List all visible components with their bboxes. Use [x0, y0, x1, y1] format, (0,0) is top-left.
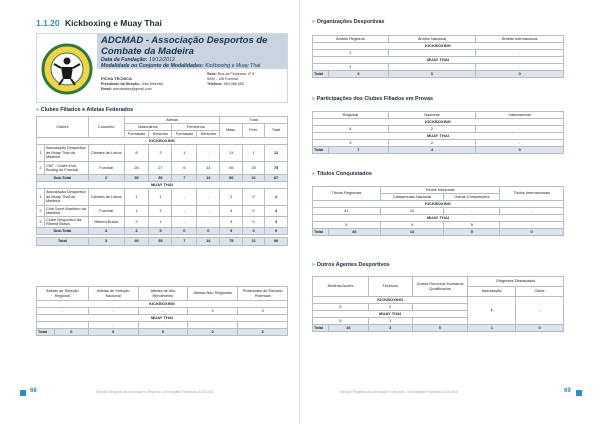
page-tab-marker [20, 390, 26, 396]
cell: 27 [149, 162, 172, 175]
agents-title [312, 262, 390, 268]
concelho-cell: Câmara de Lobos [88, 189, 124, 206]
col-header-masculinos: Masculinos [124, 124, 172, 131]
right-page [300, 0, 600, 424]
cell: - [476, 50, 564, 57]
cell: 2 [388, 140, 476, 147]
titles-title [312, 171, 372, 177]
cell: 1 [124, 189, 149, 206]
table-row [313, 208, 564, 215]
cell: 66 [220, 175, 243, 182]
cell: 12 [265, 145, 288, 162]
cell: 1 [243, 145, 265, 162]
clubs-table-title [36, 107, 133, 113]
phone-label: Telefone: [207, 82, 223, 86]
cell: 20 [243, 162, 265, 175]
cell: 0 [243, 189, 265, 206]
cell: 7 [328, 147, 388, 154]
concelho-cell: Funchal [88, 162, 124, 175]
bullet-icon: » [312, 19, 315, 25]
total-label: Total [313, 229, 329, 236]
cell: 1 [149, 189, 172, 206]
email-label: Email: [101, 87, 112, 91]
cell: 0 [500, 229, 564, 236]
cell: 3 [313, 140, 389, 147]
president-line [101, 82, 163, 86]
table-row [37, 145, 288, 162]
row-number: 2 [37, 162, 45, 175]
part-title-text: Participações dos Clubes Filiados em Provas [316, 96, 434, 102]
col-header-masc: Masc. [220, 124, 243, 138]
cell: 5 [444, 229, 500, 236]
cell: - [476, 126, 564, 133]
cell: - [197, 145, 220, 162]
category-row: KICKBOXING [37, 138, 288, 145]
subtotal-row [37, 175, 288, 182]
category-row: MUAY THAI [313, 133, 564, 140]
cell: - [197, 217, 220, 228]
cell: - [197, 189, 220, 206]
table-row [37, 308, 288, 315]
phone-value: 964 086 655 [223, 82, 244, 86]
cell: 3 [149, 206, 172, 217]
cell: 1 [368, 318, 412, 325]
cell: - [476, 140, 564, 147]
col-header-alto-rendimento: Atletas de Alto Rendimento [138, 287, 188, 301]
sede-label: Sede: [207, 72, 217, 76]
bullet-icon: » [312, 262, 315, 268]
section-title-text: Kickboxing e Muay Thai [65, 18, 162, 28]
col-header-nacional: Nacional [388, 112, 476, 119]
cell: 4 [313, 126, 389, 133]
col-header-regional: Regional [313, 112, 389, 119]
subtotal-label: Sub-Total [37, 228, 89, 235]
cell: - [172, 206, 197, 217]
cell: - [388, 64, 476, 71]
total-row [313, 325, 564, 332]
cell: 2 [188, 329, 238, 336]
org-title-text: Organizações Desportivas [316, 19, 385, 25]
col-header-clube: Clube [516, 287, 564, 297]
clubs-table-title-text: Clubes Filiados e Atletas Federados [40, 107, 134, 113]
col-header-dirigentes: Dirigentes Destacados [468, 277, 564, 287]
col-header-nacional: Âmbito Nacional [388, 36, 476, 43]
president-label: Presidente da Direção: [101, 82, 140, 86]
sede-value: Rua da Penteada, nº 6 [217, 72, 255, 76]
col-header-nao-regionais: Atletas Não Regionais [188, 287, 238, 301]
category-row: KICKBOXING [313, 43, 564, 50]
row-number: 1 [37, 189, 45, 206]
total-row [37, 329, 288, 336]
category-row: MUAY THAI [37, 315, 288, 322]
category-row: KICKBOXING [313, 119, 564, 126]
cell: - [500, 222, 564, 229]
cell: 0 [243, 206, 265, 217]
cell: 14 [197, 238, 220, 246]
cell: 75 [220, 238, 243, 246]
section-title [36, 18, 162, 28]
club-name: Associação Desportiva de Muay Thai da Madeira [44, 189, 88, 206]
category-row: KICKBOXING [313, 201, 564, 208]
cell: 3 [149, 145, 172, 162]
bullet-icon: » [36, 107, 39, 113]
cell: 30 [149, 175, 172, 182]
cell: - [500, 208, 564, 215]
bullet-icon: » [312, 171, 315, 177]
subtotal-row [37, 228, 288, 235]
cell: 41 [313, 208, 381, 215]
cell: 3 [220, 217, 243, 228]
club-name: Associação Desportiva de Muay Thai da Madeira [44, 145, 88, 162]
cell: 11 [220, 145, 243, 162]
col-header-tecnicos: Técnicos [368, 277, 412, 297]
modalities-value: Kickboxing e Muay Thai [205, 63, 261, 69]
subtotal-label: Sub-Total [37, 175, 89, 182]
cell: - [172, 189, 197, 206]
total-label: Total [313, 71, 329, 78]
cell: 4 [388, 147, 476, 154]
cell: 0 [172, 228, 197, 235]
col-header-concelho: Concelho [88, 117, 124, 138]
concelho-cell: Ribeira Brava [88, 217, 124, 228]
club-name: CKF - Clube Kick-Boxing do Funchal [44, 162, 88, 175]
cell: 55 [220, 162, 243, 175]
cell: 1 [468, 325, 516, 332]
cell: 2 [388, 126, 476, 133]
cell: 46 [328, 229, 380, 236]
cell: 2 [265, 189, 288, 206]
col-header-internacional: Internacional [476, 112, 564, 119]
cell: - [138, 322, 188, 329]
total-label: Total [37, 329, 55, 336]
cell: 0 [476, 71, 564, 78]
col-header-tot: Total [265, 124, 288, 138]
cell: 0 [243, 217, 265, 228]
cell: 16 [328, 325, 368, 332]
founded-label: Data da Fundação: [101, 57, 148, 63]
cell: 75 [265, 162, 288, 175]
cell: 10 [380, 208, 444, 215]
cell: 0 [388, 71, 476, 78]
modalities-label: Modalidade ou Conjunto de Modalidades: [101, 63, 204, 69]
col-header-selecao-nacional: Atletas de Seleção Nacional [88, 287, 138, 301]
cell: - [37, 322, 89, 329]
category-row: KICKBOXING [37, 301, 288, 308]
col-header-internacionais: Títulos Internacionais [500, 187, 564, 201]
cell: 0 [88, 329, 138, 336]
footer-text: Direção Regional da Juventude e Desporto | Demografia Federada 2015/2016 [96, 390, 214, 394]
col-header-arbitros: Árbitros/Juízes [313, 277, 369, 297]
founded-value: 19/12/2012 [148, 57, 175, 63]
federation-logo-icon [41, 39, 93, 99]
col-header-campeonato: Campeonato Nacional [380, 194, 444, 201]
total-label: Total [37, 238, 89, 246]
total-label: Total [313, 325, 329, 332]
col-header-regionais: Títulos Regionais [313, 187, 381, 201]
col-header-seniores-f: Seniores [197, 131, 220, 138]
modalities-line [101, 63, 281, 69]
cell: - [412, 304, 468, 311]
cell: 3 [88, 238, 124, 246]
col-header-fem: Fem. [243, 124, 265, 138]
cell: 0 [197, 228, 220, 235]
sede-line [207, 72, 254, 76]
cell: - [188, 322, 238, 329]
cell: 2 [124, 217, 149, 228]
cell: 3 [368, 325, 412, 332]
total-row [313, 229, 564, 236]
cell: 3 [238, 329, 288, 336]
cell: 21 [243, 175, 265, 182]
cell: - [138, 308, 188, 315]
club-name: Club Sport Marítimo da Madeira [44, 206, 88, 217]
cell: 40 [124, 238, 149, 246]
table-row [313, 64, 564, 71]
cell: 2 [313, 50, 389, 57]
ficha-tecnica: FICHA TÉCNICA [101, 76, 132, 81]
table-row [313, 50, 564, 57]
cell: 4 [380, 222, 444, 229]
category-row: KICKBOXING [313, 297, 468, 304]
participations-table [312, 111, 564, 154]
cell: 14 [197, 162, 220, 175]
cell: 2 [188, 308, 238, 315]
cell: - [444, 208, 500, 215]
total-row [313, 71, 564, 78]
org-table [312, 35, 564, 78]
table-row [37, 322, 288, 329]
email-line [101, 87, 152, 91]
row-number: 3 [37, 217, 45, 228]
table-row [313, 140, 564, 147]
titles-title-text: Títulos Conquistados [316, 171, 372, 177]
cell: 1 [172, 145, 197, 162]
cell: 0 [516, 325, 564, 332]
cell: 1 [313, 64, 389, 71]
club-name: Clube Desportivo da Ribeira Brava [44, 217, 88, 228]
total-row [313, 147, 564, 154]
table-row [37, 217, 288, 228]
cell: 0 [138, 329, 188, 336]
col-header-nacionais: Títulos Nacionais [380, 187, 500, 194]
cell: 2 [368, 304, 412, 311]
cell: 14 [197, 175, 220, 182]
cell: 1 [124, 206, 149, 217]
president-value: João Meireles [140, 82, 164, 86]
cell: 6 [172, 162, 197, 175]
cell: 5 [444, 222, 500, 229]
cell: 3 [328, 71, 388, 78]
row-number: 2 [37, 206, 45, 217]
table-row [313, 126, 564, 133]
titles-table [312, 186, 564, 236]
footer-text: Direção Regional da Juventude e Desporto | Demografia Federada 2015/2016 [340, 390, 458, 394]
col-header-regional: Âmbito Regional [313, 36, 389, 43]
col-header-total: Total [220, 117, 288, 124]
cell: 3 [238, 308, 288, 315]
cell: - [37, 308, 89, 315]
cell: 5 [149, 228, 172, 235]
cell: 1 [149, 217, 172, 228]
cell: - [197, 206, 220, 217]
cell: - [388, 50, 476, 57]
cell: 8 [124, 145, 149, 162]
cell: - [172, 217, 197, 228]
cell: 0 [54, 329, 88, 336]
col-header-atletas: Atletas [124, 117, 220, 124]
concelho-cell: Funchal [88, 206, 124, 217]
merged-associacao: 1 [468, 297, 516, 325]
cell: 9 [265, 228, 288, 235]
row-number: 1 [37, 145, 45, 162]
cell: 3 [88, 228, 124, 235]
cell: 4 [265, 206, 288, 217]
cell: 2 [220, 189, 243, 206]
bullet-icon: » [312, 96, 315, 102]
cell: 2 [88, 175, 124, 182]
category-row: MUAY THAI [313, 311, 468, 318]
col-header-associacao: Associação [468, 287, 516, 297]
clubs-athletes-table [36, 116, 288, 246]
cell: 5 [313, 222, 381, 229]
col-header-femininos: Femininos [172, 124, 220, 131]
table-row [37, 162, 288, 175]
section-number: 1.1.20 [36, 18, 60, 28]
sede-line-2: 9000 - 136 Funchal [207, 77, 238, 81]
merged-clube: - [516, 297, 564, 325]
agents-table [312, 276, 564, 332]
cell: 36 [124, 175, 149, 182]
cell: 3 [265, 217, 288, 228]
category-row: MUAY THAI [313, 215, 564, 222]
col-header-elevado-potencial: Praticantes de Elevado Potencial [238, 287, 288, 301]
cell: 4 [220, 206, 243, 217]
cell: 8 [313, 304, 369, 311]
total-row [37, 238, 288, 246]
cell: 0 [476, 147, 564, 154]
cell: 35 [149, 238, 172, 246]
cell: 26 [124, 162, 149, 175]
table-row [313, 222, 564, 229]
category-row: MUAY THAI [313, 57, 564, 64]
cell: - [88, 308, 138, 315]
cell: - [476, 64, 564, 71]
cell: 14 [380, 229, 444, 236]
cell: 96 [265, 238, 288, 246]
athletes-selection-table [36, 286, 288, 336]
page-number: 68 [30, 388, 37, 394]
total-label: Total [313, 147, 329, 154]
col-header-selecao-regional: Atletas de Seleção Regional [37, 287, 89, 301]
col-header-internacional: Âmbito Internacional [476, 36, 564, 43]
page-tab-marker [576, 390, 582, 396]
cell: 7 [172, 175, 197, 182]
agents-title-text: Outros Agentes Desportivos [316, 262, 390, 268]
col-header-outras: Outras Competições [444, 194, 500, 201]
concelho-cell: Câmara de Lobos [88, 145, 124, 162]
table-row [37, 189, 288, 206]
cell: 4 [124, 228, 149, 235]
table-row [37, 206, 288, 217]
col-header-formacao-m: Formação [124, 131, 149, 138]
col-header-outros: Outros Recursos Humanos Qualificados [412, 277, 468, 297]
federation-header-card [36, 33, 288, 103]
col-header-formacao-f: Formação [172, 131, 197, 138]
phone-line [207, 82, 244, 86]
part-title [312, 96, 433, 102]
cell: 0 [243, 228, 265, 235]
cell: - [238, 322, 288, 329]
cell: 87 [265, 175, 288, 182]
email-value: adcmadeira@gmail.com [112, 87, 152, 91]
cell: - [412, 318, 468, 325]
cell: 0 [412, 325, 468, 332]
cell: 9 [220, 228, 243, 235]
cell: 7 [172, 238, 197, 246]
org-title [312, 19, 385, 25]
cell: - [88, 322, 138, 329]
federation-name: ADCMAD - Associação Desportos de Combate da Madeira [101, 35, 268, 57]
cell: 21 [243, 238, 265, 246]
category-row: MUAY THAI [37, 182, 288, 189]
page-number: 69 [564, 388, 571, 394]
col-header-clubes: Clubes [37, 117, 89, 138]
cell: 8 [313, 318, 369, 325]
col-header-seniores-m: Seniores [149, 131, 172, 138]
